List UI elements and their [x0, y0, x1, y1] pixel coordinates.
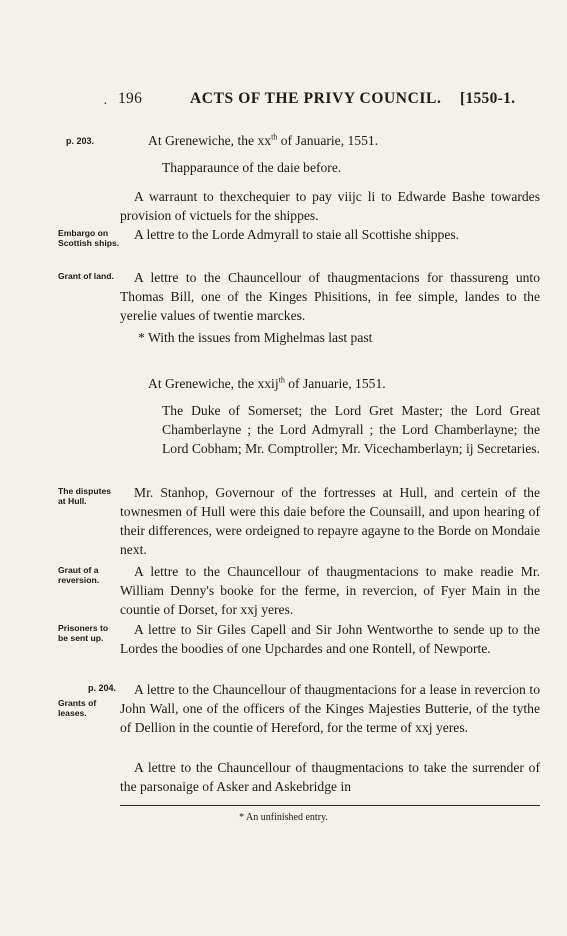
footnote: * An unfinished entry.	[239, 812, 328, 823]
margin-note: Embargo on Scottish ships.	[58, 228, 120, 248]
page-reference: p. 203.	[66, 136, 95, 146]
paragraph: * With the issues from Mighelmas last past	[138, 330, 373, 345]
margin-note: Grants of leases.	[58, 698, 97, 718]
margin-note: Prisoners to be sent up.	[58, 623, 109, 643]
paragraph: A lettre to the Lorde Admyrall to staie all Scottishe shippes.	[134, 227, 460, 242]
paragraph: A lettre to Sir Giles Capell and Sir John Wentworthe to sende up to the Lordes the boodies of one Upchardes and one Rontell, of Newporte.	[120, 622, 540, 656]
page-title: ACTS OF THE PRIVY COUNCIL.	[190, 90, 442, 107]
margin-note: Graut of a reversion.	[58, 565, 100, 585]
margin-note: Grant of land.	[58, 271, 114, 281]
paragraph: A lettre to the Chauncellour of thaugmentacions for a lease in revercion to John Wall, one of the officers of the Kinges Majesties Butterie, of the tythe of Dellion in the countie of Hereford, for the terme of xxj yeres.	[120, 682, 540, 735]
date-heading: At Grenewiche, the xxij$^{th}$ of Januarie, 1551.	[148, 375, 386, 391]
paragraph: A lettre to the Chauncellour of thaugmentacions for thassureng unto Thomas Bill, one of the Kinges Phisitions, in fee simple, landes to the yerelie values of twentie marckes.	[120, 270, 540, 323]
page-number: 196	[118, 90, 143, 107]
paragraph: A lettre to the Chauncellour of thaugmentacions to take the surrender of the parsonaige of Asker and Askebridge in	[120, 760, 540, 794]
paragraph: Thapparaunce of the daie before.	[162, 160, 342, 175]
margin-note: The disputes at Hull.	[58, 486, 112, 506]
date-heading: At Grenewiche, the $xx^{th}$ of Januarie, 1551.	[148, 132, 379, 148]
page-mark: ·	[103, 97, 108, 112]
page-reference: p. 204.	[88, 683, 117, 693]
attendance-list: The Duke of Somerset; the Lord Gret Master; the Lord Great Chamberlayne ; the Lord Admyrall ; the Lord Chamberlayne; the Lord Cobham; Mr. Comptroller; Mr. Vicechamberlayn; ij Secretaries.	[162, 403, 540, 456]
header-year: [1550-1.	[460, 90, 516, 107]
paragraph: A lettre to the Chauncellour of thaugmentacions to make readie Mr. William Denny's booke for the ferme, in revercion, of Fyer Main in the countie of Dorset, for xxj yeres.	[120, 564, 540, 617]
paragraph: Mr. Stanhop, Governour of the fortresses at Hull, and certein of the townesmen of Hull were this daie before the Counsaill, and upon hearing of their differences, were ordeigned to repayre agayne to the Borde on Mondaie next.	[120, 485, 540, 557]
paragraph: A warraunt to thexchequier to pay viijc li to Edwarde Bashe towardes provision of victuels for the shippes.	[120, 189, 540, 223]
footnote-rule	[120, 805, 540, 806]
